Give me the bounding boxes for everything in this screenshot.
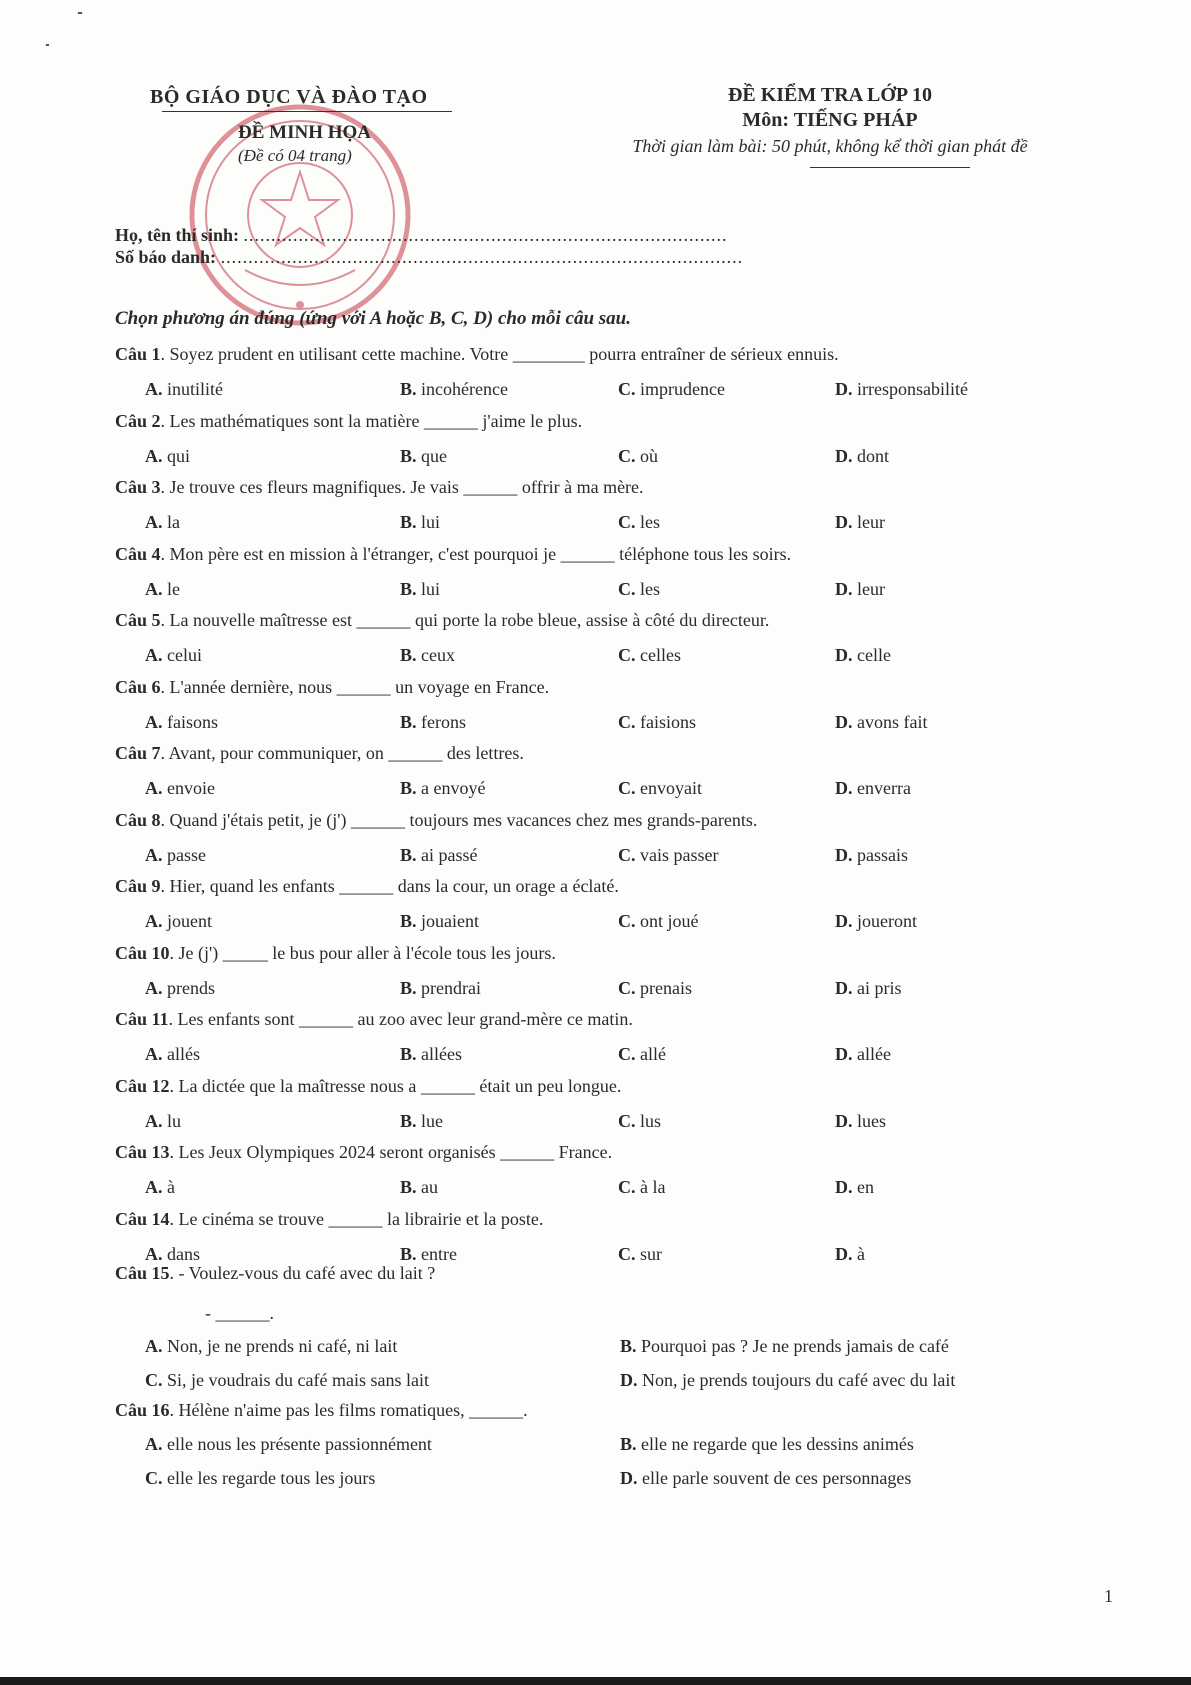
option-b[interactable]: B. ceux [400,645,455,665]
candidate-id-row [115,246,743,268]
question-number: Câu 9 [115,876,161,896]
option-c[interactable]: C. ont joué [618,911,699,931]
question-6 [115,677,549,698]
header-underline [810,167,970,168]
question-text: . Hier, quand les enfants ______ dans la cour, un orage a éclaté. [160,876,619,896]
question-5 [115,610,769,631]
option-d[interactable]: D. allée [835,1044,891,1064]
option-a[interactable]: A. jouent [145,911,212,931]
question-text: . L'année dernière, nous ______ un voyage en France. [160,677,550,697]
option-b[interactable]: B. jouaient [400,911,479,931]
question-text: . Soyez prudent en utilisant cette machine. Votre ________ pourra entraîner de sérieux ennuis. [160,344,839,364]
option-b[interactable]: B. elle ne regarde que les dessins animés [620,1434,914,1454]
option-a[interactable]: A. à [145,1177,175,1197]
candidate-name-field[interactable]: ........................................................................................ [243,225,728,245]
option-c[interactable]: C. à la [618,1177,666,1197]
option-d[interactable]: D. irresponsabilité [835,379,968,399]
answer-blank: - ______. [205,1303,274,1323]
option-d[interactable]: D. passais [835,845,908,865]
question-number: Câu 8 [115,810,161,830]
option-a[interactable]: A. le [145,579,180,599]
option-c[interactable]: C. envoyait [618,778,702,798]
question-text: . Les Jeux Olympiques 2024 seront organisés ______ France. [169,1142,613,1162]
option-b[interactable]: B. entre [400,1244,457,1264]
option-d[interactable]: D. avons fait [835,712,928,732]
question-16 [115,1400,528,1421]
option-c[interactable]: C. lus [618,1111,662,1131]
question-text: . Hélène n'aime pas les films romatiques, ______. [169,1400,528,1420]
question-12 [115,1076,621,1097]
scan-edge [0,1677,1191,1685]
option-d[interactable]: D. lues [835,1111,886,1131]
header-left [150,86,490,166]
option-b[interactable]: B. ferons [400,712,466,732]
option-a[interactable]: A. allés [145,1044,200,1064]
question-text: . Les mathématiques sont la matière ______ j'aime le plus. [160,411,583,431]
question-1 [115,344,839,365]
option-d[interactable]: D. enverra [835,778,911,798]
option-d[interactable]: D. leur [835,512,885,532]
option-c[interactable]: C. les [618,579,660,599]
option-c[interactable]: C. elle les regarde tous les jours [145,1468,376,1488]
header-right [560,84,1100,168]
question-4 [115,544,791,565]
option-a[interactable]: A. lu [145,1111,182,1131]
option-c[interactable]: C. Si, je voudrais du café mais sans lait [145,1370,429,1390]
option-a[interactable]: A. dans [145,1244,200,1264]
candidate-name-label: Họ, tên thí sinh: [115,225,240,245]
scan-speck [46,44,49,46]
question-number: Câu 2 [115,411,161,431]
option-a[interactable]: A. prends [145,978,215,998]
question-number: Câu 3 [115,477,161,497]
question-number: Câu 15 [115,1263,170,1283]
option-a[interactable]: A. envoie [145,778,215,798]
option-b[interactable]: B. que [400,446,448,466]
scan-speck [78,12,82,14]
question-text: . La nouvelle maîtresse est ______ qui porte la robe bleue, assise à côté du directeur. [160,610,770,630]
option-c[interactable]: C. prenais [618,978,692,998]
option-a[interactable]: A. inutilité [145,379,223,399]
question-text: . La dictée que la maîtresse nous a ______ était un peu longue. [169,1076,622,1096]
question-number: Câu 6 [115,677,161,697]
question-text: . - Voulez-vous du café avec du lait ? [169,1263,436,1283]
option-b[interactable]: B. lue [400,1111,444,1131]
option-d[interactable]: D. elle parle souvent de ces personnages [620,1468,912,1488]
question-text: . Le cinéma se trouve ______ la librairie et la poste. [169,1209,544,1229]
time-note: Thời gian làm bài: 50 phút, không kể thời gian phát đề [632,136,1028,156]
exam-subject: Môn: TIẾNG PHÁP [742,109,918,131]
option-c[interactable]: C. sur [618,1244,662,1264]
option-a[interactable]: A. passe [145,845,206,865]
option-d[interactable]: D. Non, je prends toujours du café avec du lait [620,1370,956,1390]
exam-title: ĐỀ KIỂM TRA LỚP 10 [727,84,933,106]
candidate-info [115,224,743,268]
question-text: . Mon père est en mission à l'étranger, c'est pourquoi je ______ téléphone tous les soirs. [160,544,792,564]
exam-type: ĐỀ MINH HỌA [238,122,371,143]
option-d[interactable]: D. à [835,1244,865,1264]
option-c[interactable]: C. vais passer [618,845,719,865]
question-8 [115,810,757,831]
option-b[interactable]: B. prendrai [400,978,481,998]
question-number: Câu 4 [115,544,161,564]
question-number: Câu 7 [115,743,161,763]
question-number: Câu 1 [115,344,161,364]
candidate-name-row [115,224,743,246]
question-number: Câu 10 [115,943,170,963]
question-text: . Les enfants sont ______ au zoo avec leur grand-mère ce matin. [168,1009,633,1029]
option-c[interactable]: C. où [618,446,658,466]
option-b[interactable]: B. incohérence [400,379,508,399]
page-count: (Đề có 04 trang) [238,146,352,165]
question-text: . Je trouve ces fleurs magnifiques. Je vais ______ offrir à ma mère. [160,477,644,497]
option-a[interactable]: A. celui [145,645,202,665]
option-b[interactable]: B. lui [400,512,441,532]
option-a[interactable]: A. la [145,512,180,532]
question-9 [115,876,619,897]
candidate-id-field[interactable]: ............................................................................................... [220,247,744,267]
question-13 [115,1142,612,1163]
option-c[interactable]: C. les [618,512,660,532]
option-b[interactable]: B. Pourquoi pas ? Je ne prends jamais de café [620,1336,949,1356]
question-2 [115,411,582,432]
option-d[interactable]: D. joueront [835,911,917,931]
candidate-id-label: Số báo danh: [115,247,217,267]
option-b[interactable]: B. au [400,1177,439,1197]
option-b[interactable]: B. allées [400,1044,462,1064]
option-c[interactable]: C. allé [618,1044,666,1064]
option-a[interactable]: A. faisons [145,712,218,732]
page-number: 1 [1104,1586,1113,1606]
ministry-underline [162,111,452,112]
question-number: Câu 14 [115,1209,170,1229]
question-number: Câu 5 [115,610,161,630]
option-d[interactable]: D. en [835,1177,874,1197]
question-text: . Je (j') _____ le bus pour aller à l'école tous les jours. [169,943,556,963]
option-c[interactable]: C. celles [618,645,681,665]
option-a[interactable]: A. elle nous les présente passionnément [145,1434,432,1454]
question-14 [115,1209,543,1230]
option-d[interactable]: D. ai pris [835,978,902,998]
question-7 [115,743,524,764]
option-b[interactable]: B. lui [400,579,441,599]
option-b[interactable]: B. ai passé [400,845,478,865]
question-text: . Avant, pour communiquer, on ______ des lettres. [160,743,524,763]
option-b[interactable]: B. a envoyé [400,778,486,798]
option-d[interactable]: D. celle [835,645,891,665]
option-c[interactable]: C. imprudence [618,379,725,399]
option-c[interactable]: C. faisions [618,712,696,732]
question-15 [115,1263,435,1284]
question-number: Câu 12 [115,1076,170,1096]
question-number: Câu 11 [115,1009,169,1029]
question-text: . Quand j'étais petit, je (j') ______ toujours mes vacances chez mes grands-parents. [160,810,758,830]
question-10 [115,943,556,964]
option-a[interactable]: A. qui [145,446,191,466]
option-a[interactable]: A. Non, je ne prends ni café, ni lait [145,1336,398,1356]
question-3 [115,477,644,498]
option-d[interactable]: D. dont [835,446,890,466]
question-number: Câu 16 [115,1400,170,1420]
option-d[interactable]: D. leur [835,579,885,599]
question-11 [115,1009,633,1030]
question-number: Câu 13 [115,1142,170,1162]
instruction: Chọn phương án đúng (ứng với A hoặc B, C, D) cho mỗi câu sau. [115,308,631,329]
ministry-name: BỘ GIÁO DỤC VÀ ĐÀO TẠO [150,86,428,108]
